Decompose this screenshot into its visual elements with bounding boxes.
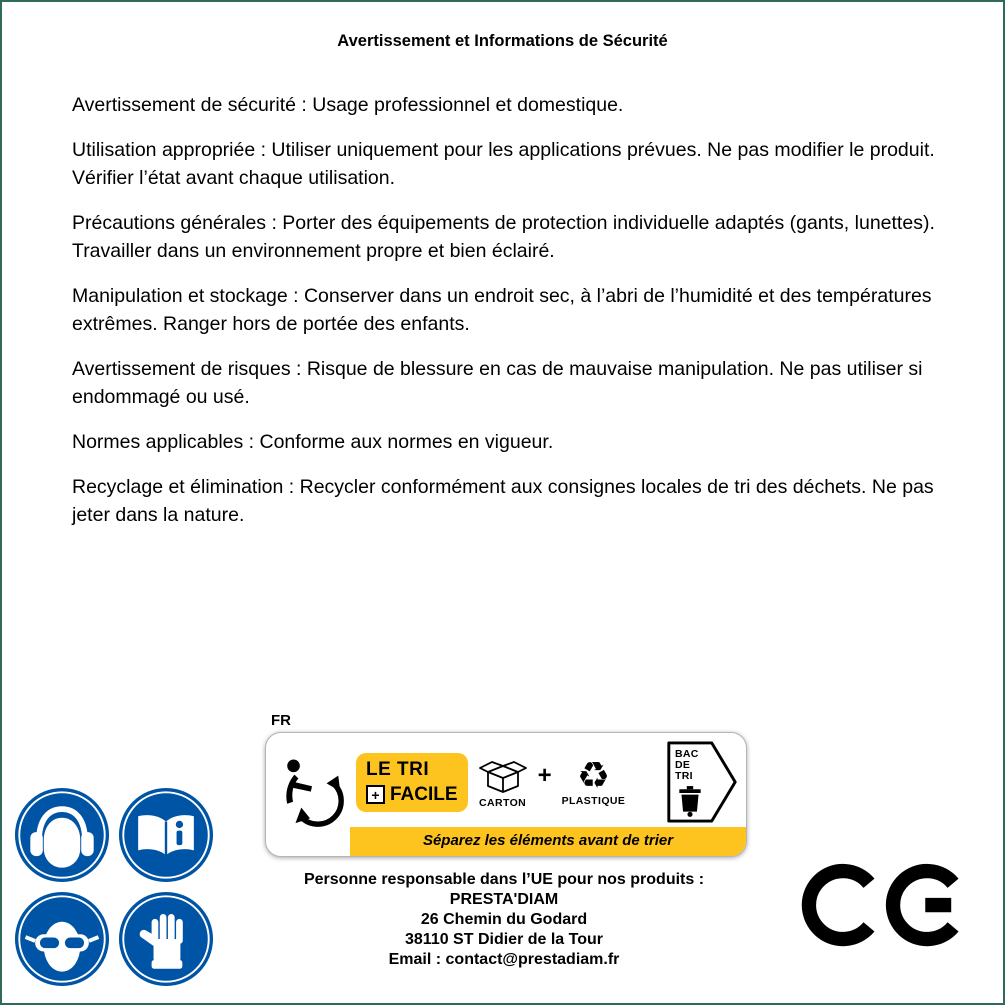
- tri-line: TRI: [675, 770, 693, 782]
- read-manual-icon: [118, 787, 214, 883]
- safety-paragraph: Utilisation appropriée : Utiliser uniquement pour les applications prévues. Ne pas modifier le produit. Vérifier l’état avant chaque utilisation.: [72, 139, 935, 189]
- strip-content: [350, 733, 746, 856]
- recycling-info-block: [265, 712, 747, 857]
- safety-paragraph: Avertissement de risques : Risque de blessure en cas de mauvaise manipulation. Ne pas utiliser si endommagé ou usé.: [72, 358, 923, 408]
- le-tri-facile-badge: [356, 753, 468, 812]
- plastique-label: PLASTIQUE: [561, 795, 626, 807]
- carton-item: [478, 756, 528, 809]
- address-line1: 26 Chemin du Godard: [420, 911, 588, 928]
- plus-box: +: [366, 785, 385, 804]
- plastique-item: [562, 757, 626, 807]
- page-title: Avertissement et Informations de Sécurité: [337, 32, 668, 50]
- safety-pictograms: [14, 787, 214, 987]
- badge-line2: [366, 784, 458, 806]
- tri-facile-strip: [265, 732, 747, 857]
- bac-de-tri-flag: [666, 741, 738, 823]
- plus-sign: +: [537, 762, 552, 789]
- bac-de-tri-label: [675, 749, 699, 782]
- safety-paragraph: Recyclage et élimination : Recycler conformément aux consignes locales de tri des déchets. Ne pas jeter dans la nature.: [72, 476, 934, 526]
- recycle-arrows-icon: ♻: [576, 755, 611, 796]
- safety-paragraph: Précautions générales : Porter des équipements de protection individuelle adaptés (gants, lunettes). Travailler dans un environnement propre et bien éclairé.: [72, 212, 935, 262]
- safety-paragraph: Normes applicables : Conforme aux normes en vigueur.: [72, 431, 554, 453]
- address-line2: 38110 ST Didier de la Tour: [405, 931, 603, 948]
- ce-mark-icon: [800, 858, 970, 958]
- responsible-intro: Personne responsable dans l’UE pour nos produits :: [303, 871, 705, 888]
- safety-paragraph: Manipulation et stockage : Conserver dans un endroit sec, à l’abri de l’humidité et des températures extrêmes. Ranger hors de portée des enfants.: [72, 285, 932, 335]
- bin-icon: [678, 785, 702, 822]
- carton-label: CARTON: [479, 796, 527, 809]
- eye-protection-icon: [14, 891, 110, 987]
- carton-box-icon: [478, 756, 528, 796]
- ear-protection-icon: [14, 787, 110, 883]
- safety-paragraphs: [72, 91, 937, 529]
- contact-email: Email : contact@prestadiam.fr: [388, 951, 620, 968]
- country-code-label: FR: [271, 712, 291, 729]
- company-name: PRESTA'DIAM: [449, 891, 559, 908]
- bac-line: BAC: [675, 748, 699, 760]
- de-line: DE: [675, 759, 691, 771]
- safety-paragraph: Avertissement de sécurité : Usage professionnel et domestique.: [72, 94, 624, 116]
- responsible-person-block: [254, 870, 754, 970]
- protective-gloves-icon: [118, 891, 214, 987]
- triman-logo: [266, 733, 350, 856]
- sorting-tagline: Séparez les éléments avant de trier: [350, 827, 746, 856]
- badge-facile-label: FACILE: [390, 783, 458, 805]
- triman-icon: [278, 756, 346, 834]
- badge-line1: LE TRI: [366, 758, 430, 780]
- strip-row: [350, 733, 746, 827]
